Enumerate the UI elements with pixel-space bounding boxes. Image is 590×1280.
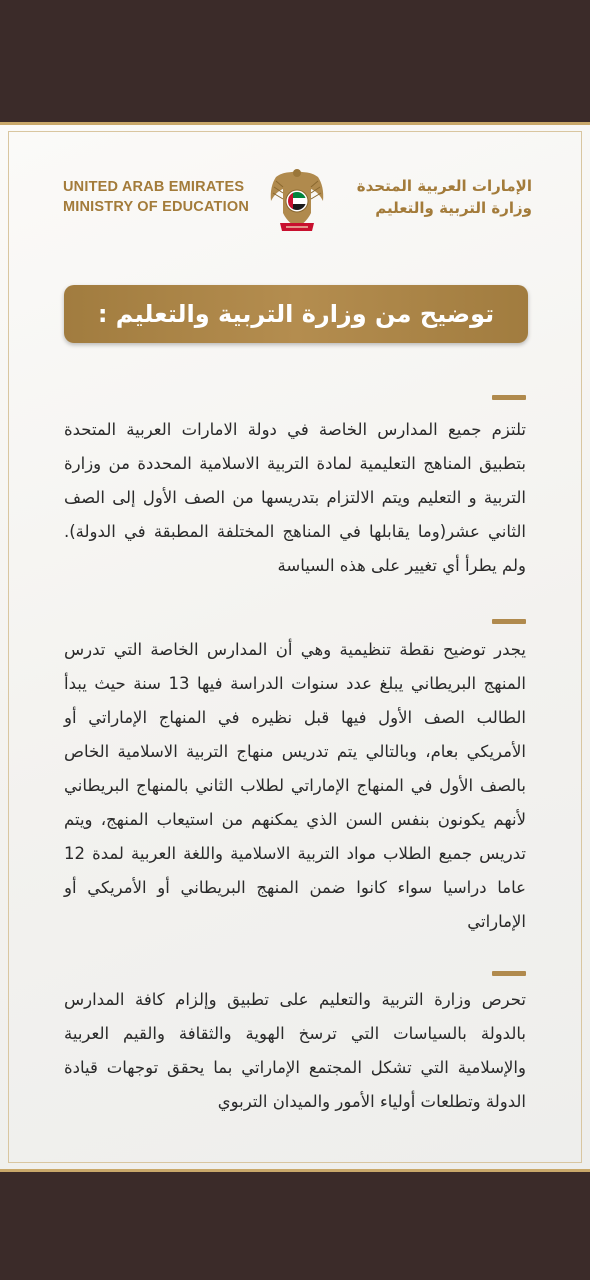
english-line-1: UNITED ARAB EMIRATES (63, 179, 245, 195)
english-ministry-name (63, 177, 249, 217)
paragraph-1: تلتزم جميع المدارس الخاصة في دولة الامارات العربية المتحدة بتطبيق المناهج التعليمية لمادة التربية الاسلامية المحددة من وزارة التربية و التعليم ويتم الالتزام بتدريسها من الصف الأول إلى الصف الثاني عشر(وما يقابلها في المناهج المختلفة المطبقة في الدولة). ولم يطرأ أي تغيير على هذه السياسة (64, 420, 526, 575)
section-divider-2 (492, 619, 526, 624)
section-divider-1 (492, 395, 526, 400)
arabic-line-2: وزارة التربية والتعليم (375, 199, 532, 217)
statement-card (0, 122, 590, 1172)
ministry-header (0, 165, 590, 255)
title-banner (64, 285, 528, 343)
uae-emblem-icon (266, 165, 328, 237)
arabic-line-1: الإمارات العربية المتحدة (356, 177, 532, 195)
arabic-ministry-name (357, 175, 532, 219)
statement-title: توضيح من وزارة التربية والتعليم : (97, 300, 495, 328)
paragraph-2: يجدر توضيح نقطة تنظيمية وهي أن المدارس الخاصة التي تدرس المنهج البريطاني يبلغ عدد سنوات الدراسة فيها 13 سنة حيث يبدأ الطالب الصف الأول فيها قبل نظيره في المنهاج الإماراتي أو الأمريكي بعام، وبالتالي يتم تدريس منهاج التربية الاسلامية الخاص بالصف الأول في المنهاج الإماراتي لطلاب الثاني بالمنهاج البريطاني لأنهم يكونون بنفس السن الذي يمكنهم من استيعاب المنهج، ويتم تدريس جميع الطلاب مواد التربية الاسلامية واللغة العربية لمدة 12 عاما دراسيا سواء كانوا ضمن المنهج البريطاني أو الأمريكي أو الإماراتي (64, 640, 526, 931)
section-divider-3 (492, 971, 526, 976)
paragraph-3: تحرص وزارة التربية والتعليم على تطبيق وإلزام كافة المدارس بالدولة بالسياسات التي ترسخ الهوية والثقافة والقيم العربية والإسلامية التي تشكل المجتمع الإماراتي بما يحقق توجهات قيادة الدولة وتطلعات أولياء الأمور والميدان التربوي (64, 990, 526, 1111)
english-line-2: MINISTRY OF EDUCATION (63, 199, 249, 215)
